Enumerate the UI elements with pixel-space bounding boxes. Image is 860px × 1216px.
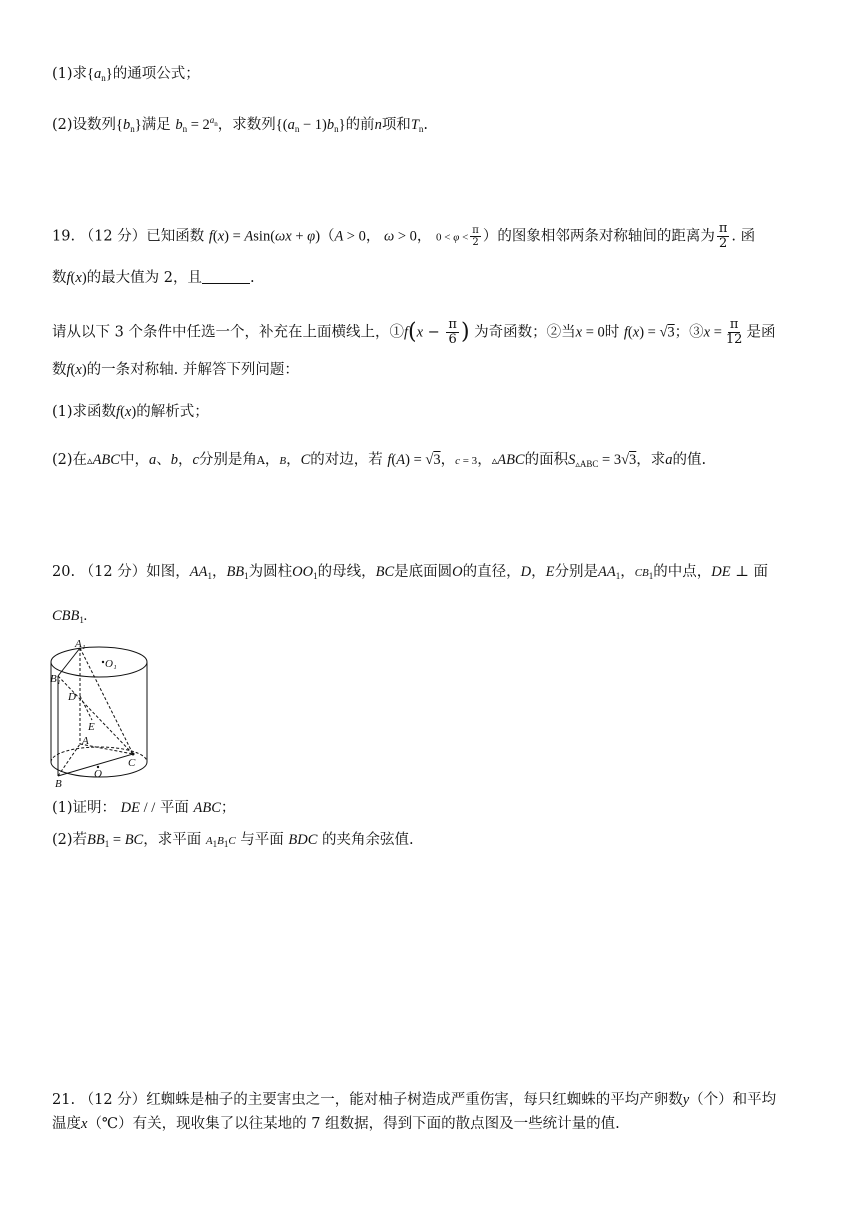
q21-line1: 21. （12 分）红蜘蛛是柚子的主要害虫之一，能对柚子树造成严重伤害，每只红蜘蛛的平均产卵数y（个）和平均 bbox=[52, 1092, 777, 1108]
q19-line1: 19. （12 分）已知函数 f(x) = Asin(ωx + φ)（A > 0， ω > 0， 0 < φ < $\frac{\pi}{2}$ ）的图象相邻两条对称轴间的距离为 $\frac{\pi}{2}$ . 函 bbox=[52, 221, 756, 251]
cylinder-figure bbox=[48, 640, 158, 790]
label-c: C bbox=[128, 757, 136, 769]
q20-line1: 20. （12 分）如图，$AA_1$，$BB_1$为圆柱$OO_1$的母线，BC是底面圆O的直径，D，E分别是$AA_1$，$CB_1$的中点，DE ⊥ 面 bbox=[52, 564, 768, 581]
q18-part1: (1)求$\{a_n\}$的通项公式； bbox=[52, 66, 200, 83]
q20-part1: (1)证明： DE / / 平面 ABC； bbox=[52, 800, 236, 816]
label-b1: B₁ bbox=[50, 673, 61, 685]
q19-line4: 数f(x)的一条对称轴. 并解答下列问题： bbox=[52, 362, 299, 378]
q21-line2: 温度x（℃）有关，现收集了以往某地的 7 组数据，得到下面的散点图及一些统计量的值. bbox=[52, 1116, 620, 1132]
q19-line3: 请从以下 3 个条件中任选一个，补充在上面横线上，①f(x − $\frac{\pi}{6}$ ) 为奇函数；②当x = 0时 f(x) = √3；③x = $\frac{\pi}{12}$ 是函 bbox=[52, 317, 776, 347]
q19-part2: (2)在▵ABC中，a、b，c分别是角A，B，C的对边，若 f(A) = √3，c = 3，▵ABC的面积$S_{▵ABC} = 3√3$，求a的值. bbox=[52, 452, 707, 469]
label-b: B bbox=[55, 778, 62, 790]
label-e: E bbox=[88, 721, 95, 733]
q20-part2: (2)若$BB_1$ = BC，求平面 $A_1B_1C$ 与平面 BDC 的夹角余弦值. bbox=[52, 832, 414, 849]
label-o: O bbox=[94, 768, 102, 780]
label-d: D bbox=[68, 691, 76, 703]
answer-blank bbox=[202, 269, 250, 284]
label-a: A bbox=[82, 735, 89, 747]
q18-part2: (2)设数列$\{b_n\}$满足 $b_n = 2^{a_n}$，求数列$\{(a_n - 1)b_n\}$的前n项和$T_n$. bbox=[52, 115, 428, 134]
label-a1: A₁ bbox=[75, 640, 86, 650]
q19-line2: 数f(x)的最大值为 2，且 . bbox=[52, 270, 255, 286]
q20-line2: $CBB_1$. bbox=[52, 608, 88, 625]
label-o1: O₁ bbox=[105, 658, 117, 670]
q19-part1: (1)求函数f(x)的解析式； bbox=[52, 404, 209, 420]
